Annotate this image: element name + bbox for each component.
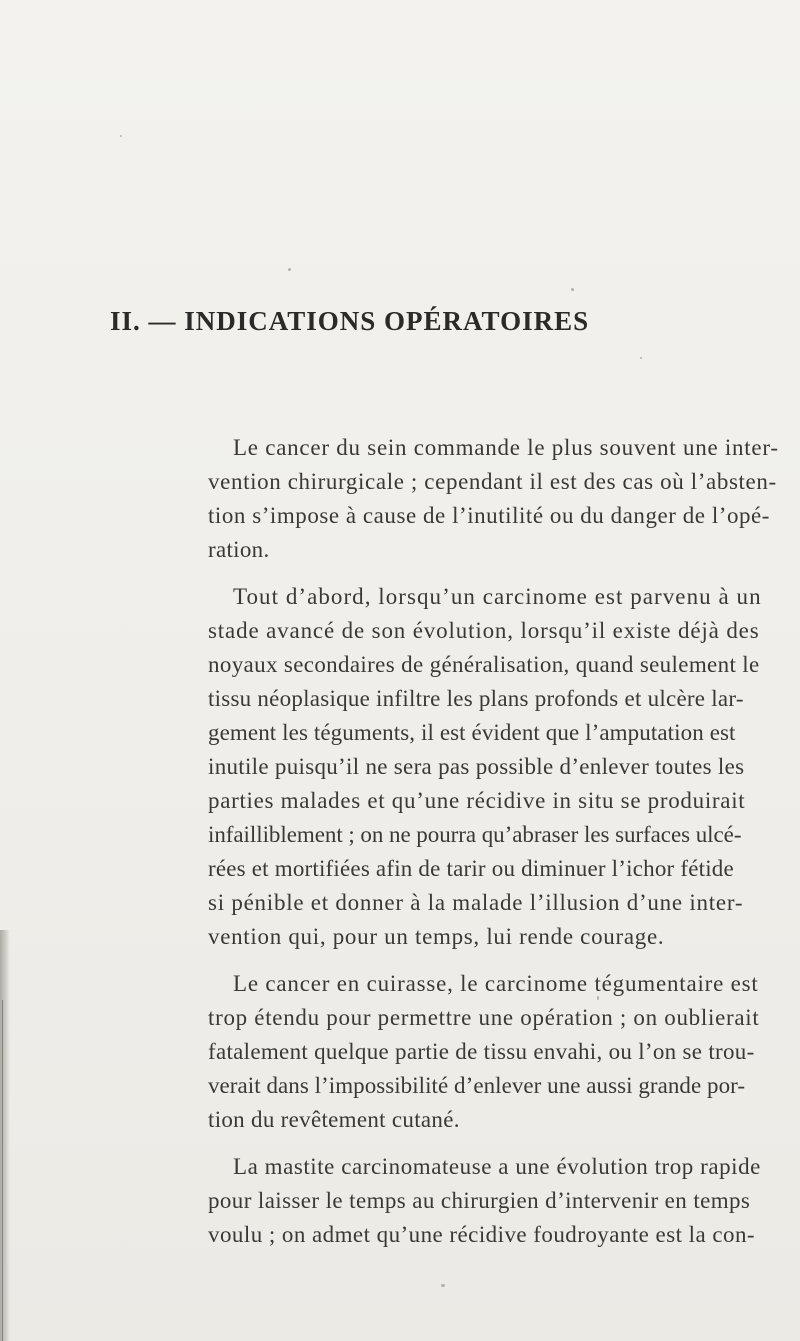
text-line: noyaux secondaires de généralisation, quand seulement le bbox=[208, 652, 760, 677]
paper-speck bbox=[120, 135, 122, 137]
text-line: si pénible et donner à la malade l’illusion d’une inter- bbox=[208, 890, 744, 915]
paper-speck bbox=[288, 268, 291, 271]
text-line: rées et mortifiées afin de tarir ou diminuer l’ichor fétide bbox=[208, 856, 734, 881]
text-line: ration. bbox=[208, 537, 270, 562]
text-line: stade avancé de son évolution, lorsqu’il existe déjà des bbox=[208, 618, 760, 643]
section-heading: II. — INDICATIONS OPÉRATOIRES bbox=[110, 306, 590, 336]
paper-speck bbox=[441, 1284, 445, 1287]
text-line: Tout d’abord, lorsqu’un carcinome est parvenu à un bbox=[233, 584, 762, 609]
text-line: trop étendu pour permettre une opération ; on oublierait bbox=[208, 1005, 760, 1030]
text-line: verait dans l’impossibilité d’enlever une aussi grande por- bbox=[208, 1073, 746, 1098]
text-line: inutile puisqu’il ne sera pas possible d’enlever toutes les bbox=[208, 754, 745, 779]
paper-speck bbox=[640, 357, 642, 359]
text-line: parties malades et qu’une récidive in situ se produirait bbox=[208, 788, 746, 813]
text-line: pour laisser le temps au chirurgien d’intervenir en temps bbox=[208, 1188, 751, 1213]
text-line: La mastite carcinomateuse a une évolution trop rapide bbox=[233, 1154, 761, 1179]
text-line: fatalement quelque partie de tissu envahi, ou l’on se trou- bbox=[208, 1039, 755, 1064]
text-line: vention chirurgicale ; cependant il est des cas où l’absten- bbox=[208, 469, 777, 494]
text-line: voulu ; on admet qu’une récidive foudroyante est la con- bbox=[208, 1222, 756, 1247]
text-line: infailliblement ; on ne pourra qu’abraser les surfaces ulcé- bbox=[208, 822, 742, 847]
text-line: Le cancer du sein commande le plus souvent une inter- bbox=[233, 435, 779, 460]
text-line: gement les téguments, il est évident que l’amputation est bbox=[208, 720, 736, 745]
paper-speck bbox=[571, 288, 574, 291]
text-line: vention qui, pour un temps, lui rende courage. bbox=[208, 924, 665, 949]
text-line: tion du revêtement cutané. bbox=[208, 1107, 460, 1132]
text-line: tion s’impose à cause de l’inutilité ou du danger de l’opé- bbox=[208, 503, 770, 528]
text-line: Le cancer en cuirasse, le carcinome tégumentaire est bbox=[233, 971, 759, 996]
text-line: tissu néoplasique infiltre les plans profonds et ulcère lar- bbox=[208, 686, 744, 711]
binding-edge bbox=[2, 1000, 3, 1341]
